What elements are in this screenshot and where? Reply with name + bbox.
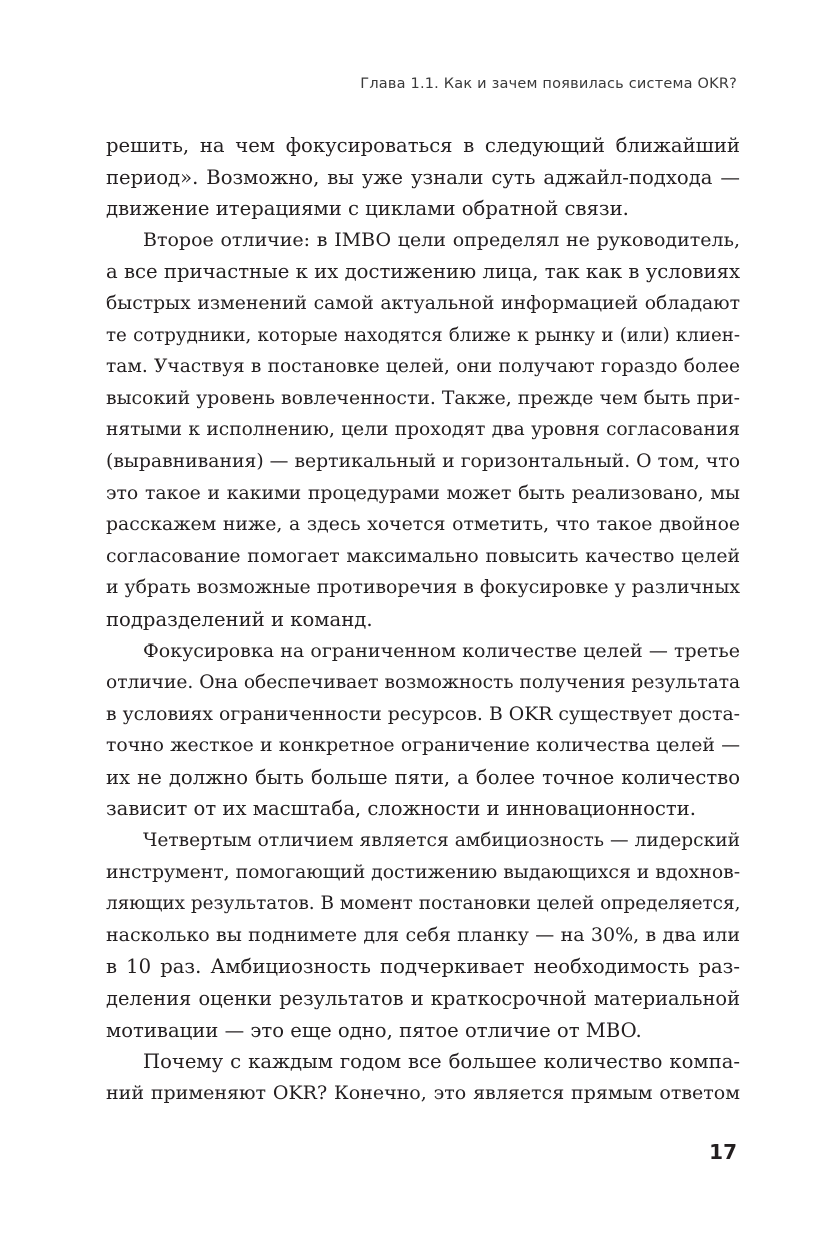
text-line: зависит от их масштаба, сложности и инновационности. [106, 797, 696, 821]
text-line: там. Участвуя в постановке целей, они получают гораздо более [106, 356, 740, 378]
text-line: деления оценки результатов и краткосрочной материальной [106, 987, 740, 1011]
text-line: в 10 раз. Амбициозность подчеркивает необходимость раз- [106, 955, 740, 979]
text-line: отличие. Она обеспечивает возможность получения результата [106, 672, 741, 694]
paragraph-first-line: Второе отличие: в IMBO цели определял не руководитель, [143, 228, 740, 251]
text-line: высокий уровень вовлеченности. Также, прежде чем быть при- [106, 387, 740, 409]
text-line: мотивации — это еще одно, пятое отличие от MBO. [106, 1018, 642, 1042]
text-line: (выравнивания) — вертикальный и горизонтальный. О том, что [106, 450, 740, 472]
page-number: 17 [709, 1140, 737, 1164]
text-line: подразделений и команд. [106, 607, 373, 631]
body-text [106, 130, 740, 1109]
text-line: расскажем ниже, а здесь хочется отметить, что такое двойное [106, 514, 740, 536]
text-line: решить, на чем фокусироваться в следующий ближайший [106, 134, 740, 157]
text-line: нятыми к исполнению, цели проходят два уровня согласования [106, 419, 740, 441]
text-line: согласование помогает максимально повысить качество целей [106, 545, 740, 567]
running-header: Глава 1.1. Как и зачем появилась система OKR? [360, 76, 737, 92]
paragraph-first-line: Четвертым отличием является амбициозность — лидерский [143, 830, 740, 852]
text-line: точно жесткое и конкретное ограничение количества целей — [106, 735, 740, 757]
paragraph-first-line: Фокусировка на ограниченном количестве целей — третье [143, 639, 740, 662]
text-line: а все причастные к их достижению лица, так как в условиях [106, 260, 740, 284]
text-line: их не должно быть больше пяти, а более точное количество [106, 765, 740, 789]
text-line: период». Возможно, вы уже узнали суть аджайл-подхода — [106, 165, 740, 189]
text-line: движение итерациями с циклами обратной связи. [106, 197, 629, 221]
text-line: в условиях ограниченности ресурсов. В OKR существует доста- [106, 703, 740, 725]
paragraph-first-line: Почему с каждым годом все большее количество компа- [143, 1050, 740, 1074]
text-line: инструмент, помогающий достижению выдающихся и вдохнов- [106, 861, 741, 883]
text-line: ний применяют OKR? Конечно, это является прямым ответом [106, 1081, 740, 1104]
text-line: насколько вы поднимете для себя планку — на 30%, в два или [106, 923, 740, 946]
text-line: это такое и какими процедурами может быть реализовано, мы [106, 482, 740, 504]
text-line: ляющих результатов. В момент постановки целей определяется, [106, 893, 741, 915]
text-line: те сотрудники, которые находятся ближе к рынку и (или) клиен- [106, 324, 740, 346]
text-line: и убрать возможные противоречия в фокусировке у различных [106, 577, 740, 599]
text-line: быстрых изменений самой актуальной информацией обладают [106, 292, 740, 314]
